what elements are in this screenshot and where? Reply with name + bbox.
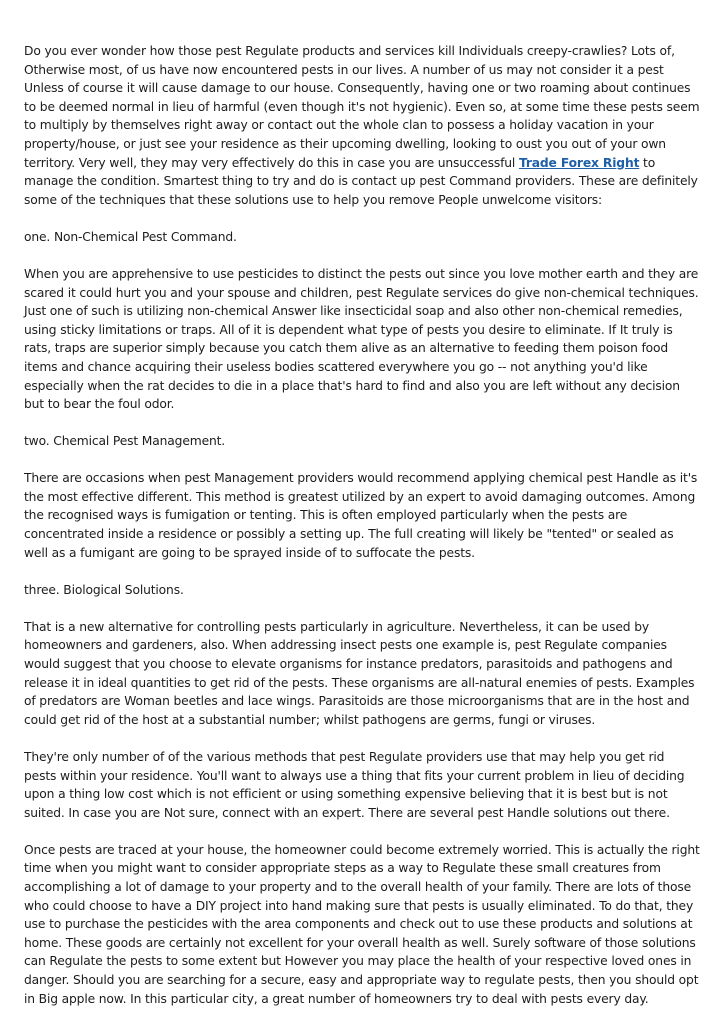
intro-paragraph (24, 42, 700, 209)
non-chemical-paragraph: When you are apprehensive to use pesticides to distinct the pests out since you love mother earth and they are scared it could hurt you and your spouse and children, pest Regulate services do give non-chemical techniques. Just one of such is utilizing non-chemical Answer like insecticidal soap and also other non-chemical remedies, using sticky limitations or traps. All of it is dependent what type of pests you desire to eliminate. If It truly is rats, traps are superior simply because you catch them alive as an alternative to feeding them poison food items and chance acquiring their useless bodies scattered everywhere you go -- not anything you'd like especially when the rat decides to die in a place that's hard to find and also you are left without any decision but to bear the foul odor. (24, 266, 699, 412)
section-heading-non-chemical: one. Non-Chemical Pest Command. (24, 229, 237, 244)
intro-text-before-link: Do you ever wonder how those pest Regulate products and services kill Individuals creepy-crawlies? Lots of, Otherwise most, of us have now encountered pests in our lives. A number of us may not consider it a pest Unless of course it will cause damage to our house. Consequently, having one or two roaming about continues to be deemed normal in lieu of harmful (even though it's not hygienic). Even so, at some time these pests seem to multiply by themselves right away or contact out the whole clan to possess a holiday vacation in your property/house, or just see your residence as their upcoming dwelling, looking to oust you out of your own territory. Very well, they may very effectively do this in case you are unsuccessful (24, 44, 700, 170)
section-heading-chemical: two. Chemical Pest Management. (24, 434, 226, 449)
chemical-paragraph: There are occasions when pest Management providers would recommend applying chemical pest Handle as it's the most effective different. This method is greatest utilized by an expert to avoid damaging outcomes. Among the recognised ways is fumigation or tenting. This is often employed particularly when the pests are concentrated inside a residence or possibly a setting up. The full creating will likely be "tented" or sealed as well as a fumigant are going to be sprayed inside of to suffocate the pests. (24, 471, 698, 560)
section-heading-biological: three. Biological Solutions. (24, 582, 184, 597)
article-body (24, 42, 700, 1027)
intro-text-after-link: to manage the condition. Smartest thing to try and do is contact up pest Command providers. These are definitely some of the techniques that these solutions use to help you remove People unwelcome visitors: (24, 155, 698, 207)
biological-paragraph: That is a new alternative for controlling pests particularly in agriculture. Nevertheless, it can be used by homeowners and gardeners, also. When addressing insect pests one example is, pest Regulate companies would suggest that you choose to elevate organisms for instance predators, parasitoids and pathogens and release it in ideal quantities to get rid of the pests. These organisms are all-natural enemies of pests. Examples of predators are Woman beetles and lace wings. Parasitoids are those microorganisms that are in the host and could get rid of the host at a substantial number; whilst pathogens are germs, fungi or viruses. (24, 619, 695, 727)
summary-paragraph: They're only number of of the various methods that pest Regulate providers use that may help you get rid pests within your residence. You'll want to always use a thing that fits your current problem in lieu of deciding upon a thing low cost which is not efficient or using something expensive believing that it is best but is not suited. In case you are Not sure, connect with an expert. There are several pest Handle solutions out there. (24, 749, 685, 820)
closing-paragraph: Once pests are traced at your house, the homeowner could become extremely worried. This is actually the right time when you might want to consider appropriate steps as a way to Regulate these small creatures from accomplishing a lot of damage to your property and to the overall health of your family. There are lots of those who could choose to have a DIY project into hand making sure that pests is usually eliminated. To do that, they use to purchase the pesticides with the area components and check out to use these products and solutions at home. These goods are certainly not excellent for your overall health as well. Surely software of those solutions can Regulate the pests to some extent but However you may place the health of your respective loved ones in danger. Should you are searching for a secure, easy and appropriate way to regulate pests, then you should opt in Big apple now. In this particular city, a great number of homeowners try to deal with pests every day. (24, 842, 700, 1006)
trade-forex-right-link[interactable]: Trade Forex Right (518, 155, 640, 170)
